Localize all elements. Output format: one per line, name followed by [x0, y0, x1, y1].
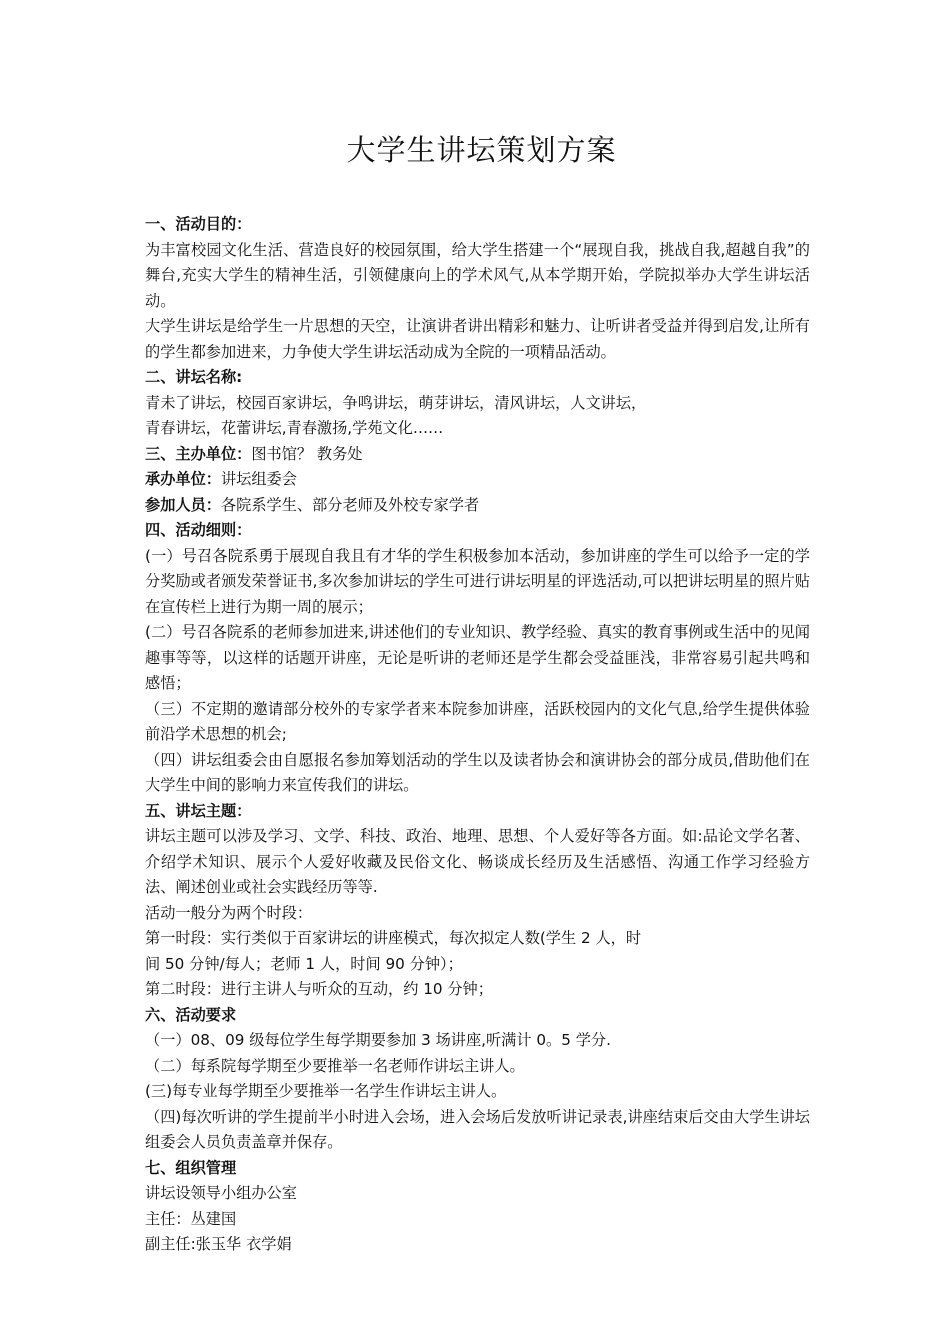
document-page	[145, 130, 810, 1258]
requirements-item-4: （四)每次听讲的学生提前半小时进入会场，进入会场后发放听讲记录表,讲座结束后交由大学生讲坛组委会人员负责盖章并保存。	[145, 1107, 810, 1151]
rules-item-4: （四）讲坛组委会由自愿报名参加筹划活动的学生以及读者协会和演讲协会的部分成员,借助他们在大学生中间的影响力来宣传我们的讲坛。	[145, 750, 810, 794]
section-heading-rules: 四、活动细则：	[145, 521, 252, 539]
organizer-label: 承办单位：	[145, 470, 221, 488]
section-heading-purpose: 一、活动目的：	[145, 215, 252, 233]
rules-item-1: (一）号召各院系勇于展现自我且有才华的学生积极参加本活动，参加讲座的学生可以给予一定的学分奖励或者颁发荣誉证书,多次参加讲坛的学生可进行讲坛明星的评选活动,可以把讲坛明星的照片贴在宣传栏上进行为期一周的展示；	[145, 546, 810, 616]
section-heading-themes: 五、讲坛主题：	[145, 801, 252, 820]
section-heading-management: 七、组织管理	[145, 1158, 237, 1177]
requirements-item-3: (三)每专业每学期至少要推举一名学生作讲坛主讲人。	[145, 1082, 507, 1100]
names-line-1: 青未了讲坛，校园百家讲坛，争鸣讲坛，萌芽讲坛，清风讲坛，人文讲坛，	[145, 393, 647, 412]
management-line-3: 副主任:张玉华 衣学娟	[145, 1235, 292, 1253]
themes-session-2: 第二时段：进行主讲人与听众的互动，约 10 分钟；	[145, 980, 493, 998]
rules-item-3: （三）不定期的邀请部分校外的专家学者来本院参加讲座，活跃校园内的文化气息,给学生提供体验前沿学术思想的机会;	[145, 699, 810, 743]
section-heading-names: 二、讲坛名称:	[145, 368, 243, 386]
management-line-2: 主任：丛建国	[145, 1209, 237, 1228]
themes-session-1-line-1: 第一时段：实行类似于百家讲坛的讲座模式，每次拟定人数(学生 2 人，时	[145, 929, 642, 947]
paragraph-purpose-2: 大学生讲坛是给学生一片思想的天空，让演讲者讲出精彩和魅力、让听讲者受益并得到启发,让所有的学生都参加进来，力争使大学生讲坛活动成为全院的一项精品活动。	[145, 317, 810, 361]
rules-item-2: (二）号召各院系的老师参加进来,讲述他们的专业知识、教学经验、真实的教育事例或生活中的见闻趣事等等，以这样的话题开讲座，无论是听讲的老师还是学生都会受益匪浅，非常容易引起共鸣和感悟；	[145, 623, 810, 692]
document-body	[145, 212, 810, 1258]
paragraph-purpose-1: 为丰富校园文化生活、营造良好的校园氛围，给大学生搭建一个“展现自我，挑战自我,超越自我”的舞台,充实大学生的精神生活，引领健康向上的学术风气,从本学期开始，学院拟举办大学生讲坛活动。	[145, 240, 810, 310]
participants-line	[145, 493, 810, 519]
requirements-item-1: （一）08、09 级每位学生每学期要参加 3 场讲座,听满计 0。5 学分.	[145, 1031, 611, 1049]
themes-paragraph-2: 活动一般分为两个时段：	[145, 903, 313, 922]
host-value: 图书馆？ 教务处	[251, 444, 363, 463]
requirements-item-2: （二）每系院每学期至少要推举一名老师作讲坛主讲人。	[145, 1056, 525, 1075]
organizer-line	[145, 467, 810, 493]
names-line-2: 青春讲坛，花蕾讲坛,青春激扬,学苑文化……	[145, 419, 444, 437]
host-line	[145, 442, 810, 468]
section-heading-requirements: 六、活动要求	[145, 1005, 237, 1024]
document-title: 大学生讲坛策划方案	[346, 133, 617, 167]
themes-session-1-line-2: 间 50 分钟/每人；老师 1 人，时间 90 分钟）；	[145, 954, 463, 973]
participants-label: 参加人员：	[145, 495, 221, 514]
management-line-1: 讲坛设领导小组办公室	[145, 1184, 297, 1202]
themes-paragraph-1: 讲坛主题可以涉及学习、文学、科技、政治、地理、思想、个人爱好等各方面。如:品论文学名著、介绍学术知识、展示个人爱好收藏及民俗文化、畅谈成长经历及生活感悟、沟通工作学习经验方法、阐述创业或社会实践经历等等.	[145, 827, 810, 896]
participants-value: 各院系学生、部分老师及外校专家学者	[220, 495, 480, 514]
host-label: 三、主办单位：	[145, 444, 252, 463]
organizer-value: 讲坛组委会	[220, 470, 297, 488]
